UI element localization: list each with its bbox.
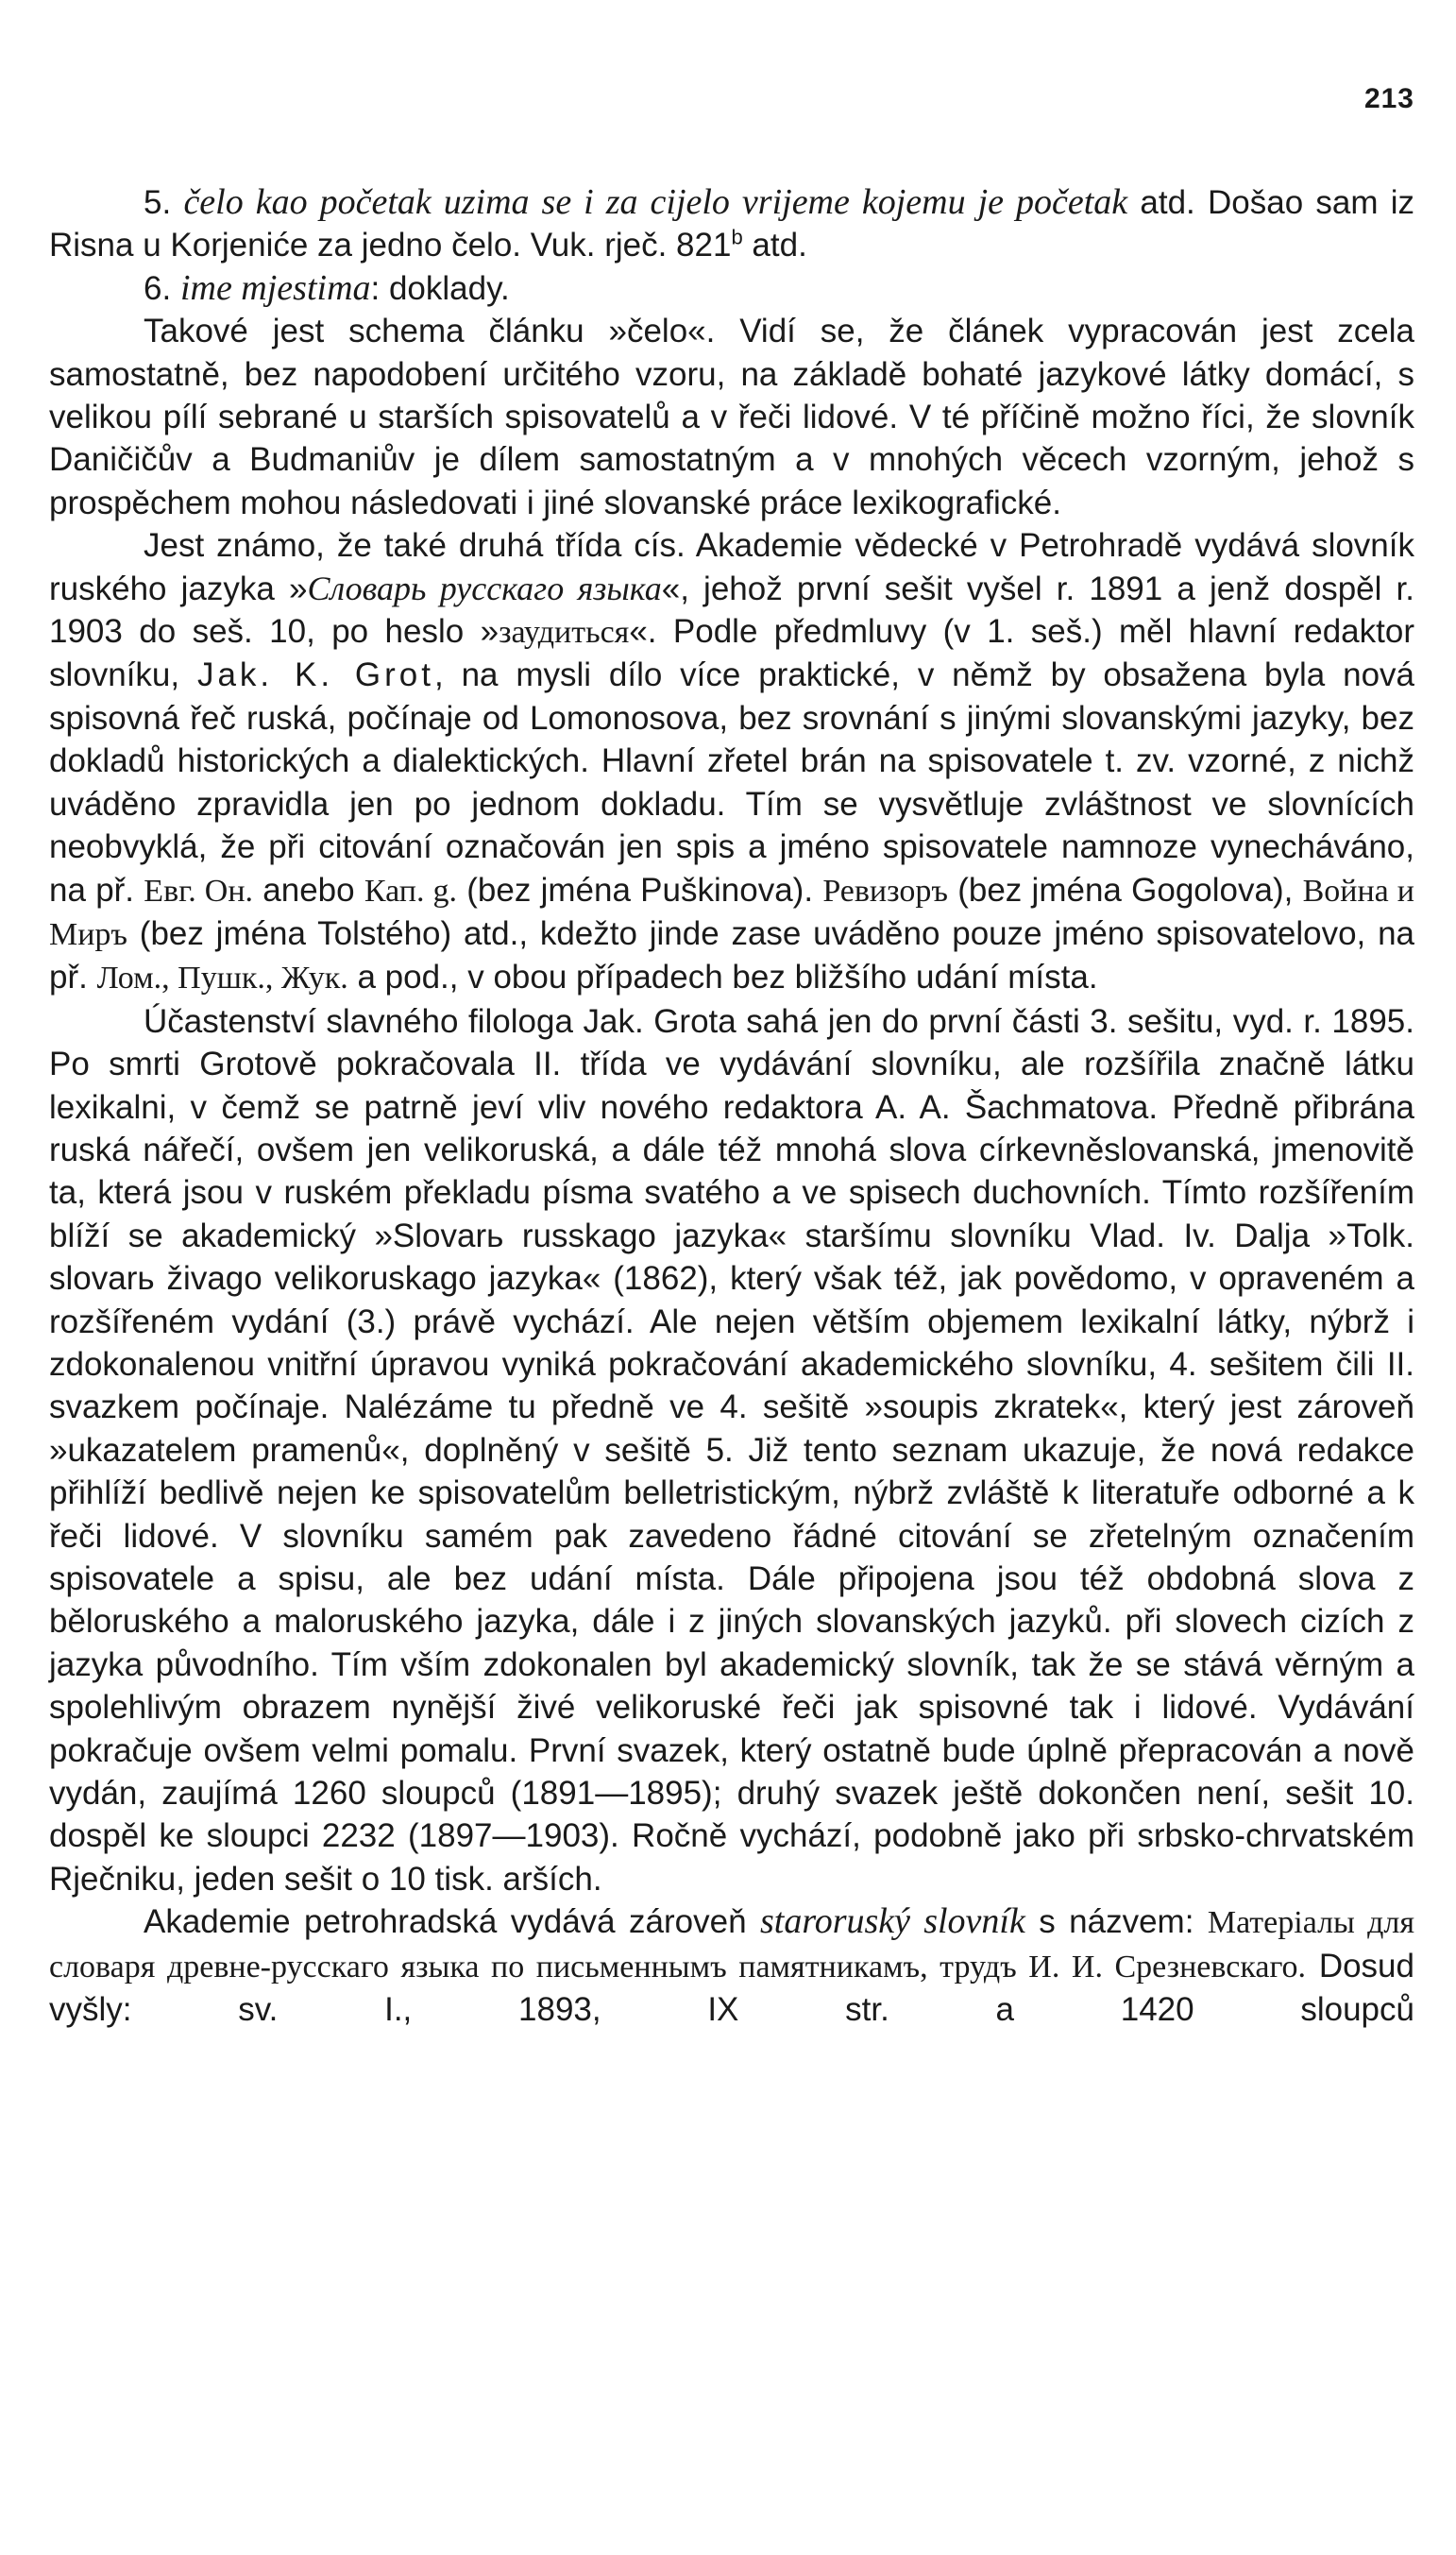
page-number: 213: [1363, 83, 1414, 114]
paragraph-russian-dictionary: Jest známo, že také druhá třída cís. Akademie vědecké v Petrohradě vydává slovník ruského jazyka »Словарь русскаго языка«, jehož první sešit vyšel r. 1891 a jenž dospěl r. 1903 do seš. 10, po heslo »заудиться«. Podle předmluvy (v 1. seš.) měl hlavní redaktor slovníku, Jak. K. Grot, na mysli dílo více praktické, v němž by obsažena byla nová spisovná řeč ruská, počínaje od Lomonosova, bez srovnání s jinými slovanskými jazyky, bez dokladů historických a dialektických. Hlavní zřetel brán na spisovatele t. zv. vzorné, z nichž uváděno zpravidla jen po jednom dokladu. Tím se vysvětluje zvláštnost ve slovnících neobvyklá, že při citování označován jen spis a jméno spisovatele namnoze vynecháváno, na př. Евг. Он. anebo Кап. g. (bez jména Puškinova). Ревизоръ (bez jména Gogolova), Война и Миръ (bez jména Tolstého) atd., kdežto jinde zase uváděno pouze jméno spisovatelovo, na př. Лом., Пушк., Жук. a pod., v obou případech bez bližšího udání místa.: [49, 527, 1415, 996]
russian-headword: заудиться: [499, 615, 630, 651]
sense-definition: ime mjestima: [179, 267, 371, 308]
sense-number: 5.: [144, 184, 172, 221]
sense-example: atd. Došao sam iz Risna u Korjeniće za jedno čelo. Vuk. rječ. 821: [49, 184, 1415, 264]
dictionary-sense-6: [49, 267, 1414, 310]
russian-title: Словарь русскаго языка: [307, 569, 662, 607]
russian-author-abbrevs: Лом., Пушк., Жук.: [96, 961, 348, 996]
russian-citation: Матеріалы для словаря древне-русскаго языка по письменнымъ памятникамъ, трудъ И. И. Срезневскаго.: [49, 1905, 1414, 1984]
superscript: b: [731, 225, 743, 249]
paragraph-schema: Takové jest schema článku »čelo«. Vidí se, že článek vypracován jest zcela samostatně, bez napodobení určitého vzoru, na základě bohaté jazykové látky domácí, s velikou pílí sebrané u starších spisovatelů a v řeči lidové. V té příčině možno říci, že slovník Daničičův a Budmaniův je dílem samostatným a v mnohých věcech vzorným, jehož s prospěchem mohou následovati i jiné slovanské práce lexikografické.: [49, 313, 1414, 521]
sense-example: : doklady.: [370, 269, 510, 307]
paragraph-grot-sachmatov: Účastenství slavného filologa Jak. Grota sahá jen do první části 3. sešitu, vyd. r. 1895. Po smrti Grotově pokračovala II. třída ve vydávání slovníku, ale rozšířila značně látku lexikalni, v čemž se patrně jeví vliv nového redaktora A. A. Šachmatova. Předně přibrána ruská nářečí, ovšem jen velikoruská, a dále též mnohá slova církevněslovanská, jmenovitě ta, která jsou v ruském překladu písma svatého a ve spisech duchovních. Tímto rozšířením blíží se akademický »Slovarь russkago jazyka« staršímu slovníku Vlad. Iv. Dalja »Tolk. slovarь živago velikoruskago jazyka« (1862), který však též, jak povědomo, v opraveném a rozšířeném vydání (3.) právě vychází. Ale nejen větším objemem lexikalní látky, nýbrž i zdokonalenou vnitřní úpravou vyniká pokračování akademického slovníku, 4. sešitem čili II. svazkem počínaje. Nalézáme tu předně ve 4. sešitě »soupis zkratek«, který jest zároveň »ukazatelem pramenů«, doplněný v sešitě 5. Již tento seznam ukazuje, že nová redakce přihlíží bedlivě nejen ke spisovatelům belletristickým, nýbrž zvláště k literatuře odborné a k řeči lidové. V slovníku samém pak zavedeno řádné citování se zřetelným označením spisovatele a spisu, ale bez udání místa. Dále připojena jsou též obdobná slova z běloruského a maloruského jazyka, dále i z jiných slovanských jazyků. při slovech cizích z jazyka původního. Tím vším zdokonalen byl akademický slovník, tak že se stává věrným a spolehlivým obrazem nynější živé velikoruské řeči jak spisovné tak i lidové. Vydávání pokračuje ovšem velmi pomalu. První svazek, který ostatně bude úplně přepracován a nově vydán, zaujímá 1260 sloupců (1891—1895); druhý svazek ještě dokončen není, sešit 10. dospěl ke sloupci 2232 (1897—1903). Ročně vychází, podobně jako při srbsko-chrvatském Rječniku, jeden sešit o 10 tisk. arších.: [49, 1002, 1414, 1898]
paragraph-old-russian-dictionary: Akademie petrohradská vydává zároveň staroruský slovník s názvem: Матеріалы для словаря древне-русскаго языка по письменнымъ памятникамъ, трудъ И. И. Срезневскаго. Dosud vyšly: sv. I., 1893, IX str. a 1420 sloupců: [49, 1901, 1414, 2029]
russian-work-title: Война и Миръ: [49, 873, 1415, 952]
sense-example-end: atd.: [742, 227, 807, 264]
russian-abbrev: Кап. g.: [364, 873, 457, 909]
russian-work-title: Ревизоръ: [822, 873, 948, 909]
dictionary-sense-5: [49, 181, 1414, 267]
italic-term: staroruský slovník: [759, 1901, 1025, 1942]
russian-abbrev: Евг. Он.: [144, 873, 254, 909]
sense-number: 6.: [144, 269, 172, 307]
page-body: [49, 181, 1414, 2031]
editor-name: Jak. K. Grot: [196, 656, 434, 694]
sense-definition: čelo kao početak uzima se i za cijelo vrijeme kojemu je početak: [183, 182, 1128, 222]
